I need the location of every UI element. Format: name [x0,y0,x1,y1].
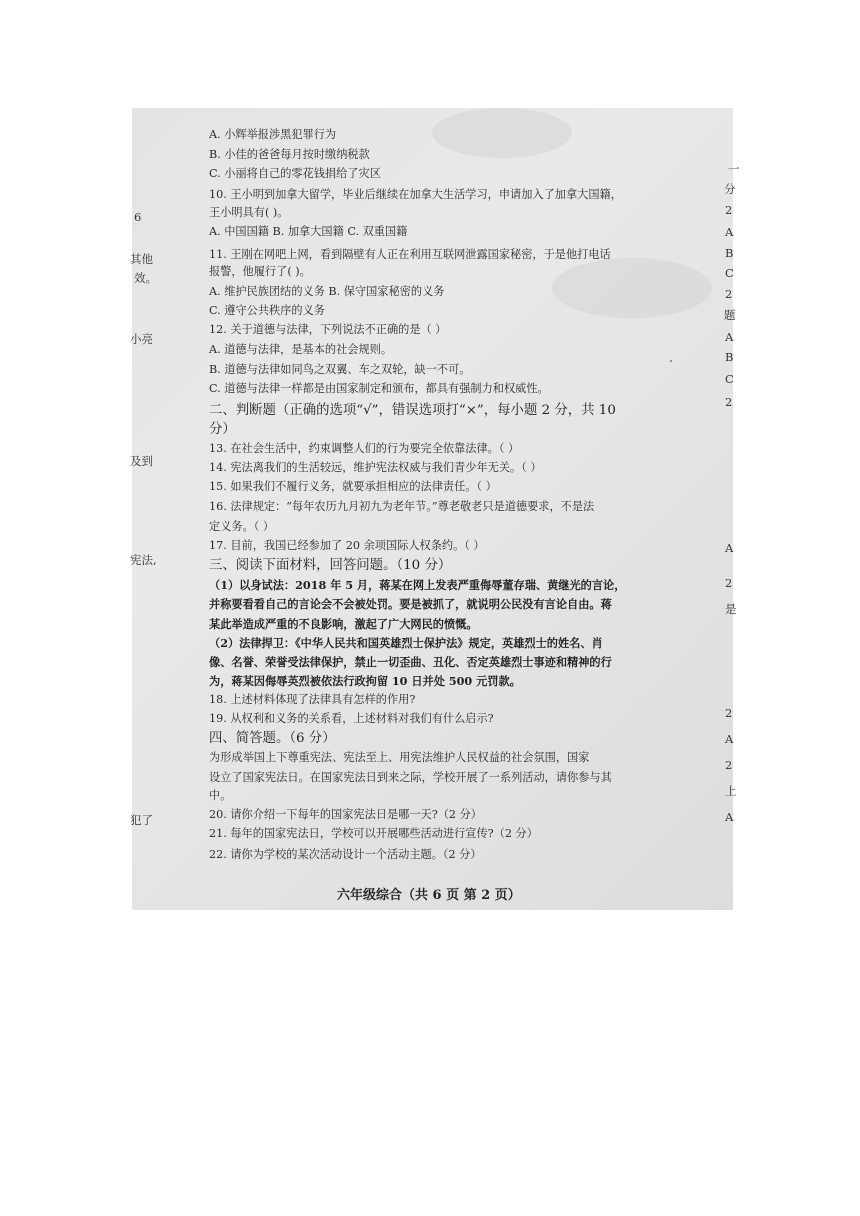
right-margin-fragment: A [725,810,734,824]
exam-page-photo [132,108,733,910]
right-margin-fragment: A [725,732,734,746]
question-12-option-b: B. 道德与法律如同鸟之双翼、车之双轮，缺一不可。 [209,363,471,376]
material-1-line-3: 某此举造成严重的不良影响，激起了广大网民的愤慨。 [209,617,478,631]
page-footer: 六年级综合（共 6 页 第 2 页） [337,888,521,903]
material-1-line-2: 并称要看看自己的言论会不会被处罚。要是被抓了，就说明公民没有言论自由。蒋 [209,597,612,611]
material-2-line-3: 为，蒋某因侮辱英烈被依法行政拘留 10 日并处 500 元罚款。 [209,674,521,688]
right-margin-fragment: 2 [725,758,733,772]
right-margin-fragment: 分 [724,182,736,196]
question-10-cont: 王小明具有( )。 [209,206,289,219]
section-3-heading: 三、阅读下面材料，回答问题。（10 分） [209,558,452,573]
right-margin-fragment: C [725,266,734,280]
question-11-cont: 报警，他履行了( )。 [209,265,311,278]
right-margin-fragment: 题 [724,308,736,322]
question-16-cont: 定义务。（ ） [209,520,275,533]
question-19: 19. 从权利和义务的关系看，上述材料对我们有什么启示? [209,712,494,725]
paper-smudge [552,258,712,318]
left-margin-fragment: 宪法, [130,553,157,567]
right-margin-fragment: 一 [728,162,740,176]
question-11: 11. 王刚在网吧上网，看到隔壁有人正在利用互联网泄露国家秘密，于是他打电话 [209,248,611,261]
right-margin-fragment: 2 [725,203,733,217]
question-10: 10. 王小明到加拿大留学，毕业后继续在加拿大生活学习，申请加入了加拿大国籍， [209,188,622,201]
right-margin-fragment: A [725,225,734,239]
question-10-options: A. 中国国籍 B. 加拿大国籍 C. 双重国籍 [209,225,408,238]
left-margin-fragment: 6 [134,210,142,224]
left-margin-fragment: 其他 [130,252,153,266]
right-margin-fragment: C [725,372,734,386]
question-12-option-a: A. 道德与法律，是基本的社会规则。 [209,343,393,356]
speck [670,360,672,362]
right-margin-fragment: 是 [725,602,737,616]
right-margin-fragment: 2 [725,287,733,301]
paper-smudge [432,108,572,158]
right-margin-fragment: 2 [725,395,733,409]
question-15: 15. 如果我们不履行义务，就要承担相应的法律责任。（ ） [209,480,497,493]
right-margin-fragment: 2 [725,576,733,590]
question-13: 13. 在社会生活中，约束调整人们的行为要完全依靠法律。（ ） [209,442,520,455]
question-12: 12. 关于道德与法律，下列说法不正确的是（ ） [209,323,447,336]
material-2-line-1: （2）法律捍卫：《中华人民共和国英雄烈士保护法》规定，英雄烈士的姓名、肖 [209,636,603,650]
material-2-line-2: 像、名誉、荣誉受法律保护，禁止一切歪曲、丑化、否定英雄烈士事迹和精神的行 [209,655,612,669]
right-margin-fragment: B [725,350,734,364]
option-a-line: A. 小辉举报涉黑犯罪行为 [209,128,337,141]
left-margin-fragment: 犯了 [130,813,153,827]
right-margin-fragment: 2 [725,706,733,720]
section-4-intro-3: 中。 [209,789,232,802]
right-margin-fragment: A [725,330,734,344]
right-margin-fragment: 上 [725,784,737,798]
question-17: 17. 目前，我国已经参加了 20 余项国际人权条约。（ ） [209,539,485,552]
question-22: 22. 请你为学校的某次活动设计一个活动主题。（2 分） [209,848,482,861]
option-c-line: C. 小丽将自己的零花钱捐给了灾区 [209,167,381,180]
right-margin-fragment: B [725,246,734,260]
question-11-options-ab: A. 维护民族团结的义务 B. 保守国家秘密的义务 [209,285,445,298]
section-4-heading: 四、简答题。（6 分） [209,731,336,746]
option-b-line: B. 小佳的爸爸每月按时缴纳税款 [209,148,370,161]
question-21: 21. 每年的国家宪法日，学校可以开展哪些活动进行宣传?（2 分） [209,827,538,840]
section-4-intro-1: 为形成举国上下尊重宪法、宪法至上、用宪法维护人民权益的社会氛围，国家 [209,751,590,764]
material-1-line-1: （1）以身试法：2018 年 5 月，蒋某在网上发表严重侮辱董存瑞、黄继光的言论， [209,578,626,592]
left-margin-fragment: 小亮 [130,332,153,346]
left-margin-fragment: 效。 [134,271,157,285]
section-4-intro-2: 设立了国家宪法日。在国家宪法日到来之际，学校开展了一系列活动，请你参与其 [209,771,612,784]
section-2-heading: 二、判断题（正确的选项“√”，错误选项打“×”，每小题 2 分，共 10 [209,403,616,418]
question-14: 14. 宪法离我们的生活较远，维护宪法权威与我们青少年无关。（ ） [209,461,542,474]
section-2-heading-cont: 分） [209,422,236,437]
question-16: 16. 法律规定：“每年农历九月初九为老年节。”尊老敬老只是道德要求，不是法 [209,500,595,513]
question-11-option-c: C. 遵守公共秩序的义务 [209,304,325,317]
question-12-option-c: C. 道德与法律一样都是由国家制定和颁布，都具有强制力和权威性。 [209,382,549,395]
right-margin-fragment: A [725,541,734,555]
question-20: 20. 请你介绍一下每年的国家宪法日是哪一天?（2 分） [209,808,482,821]
left-margin-fragment: 及到 [130,454,153,468]
question-18: 18. 上述材料体现了法律具有怎样的作用? [209,693,416,706]
